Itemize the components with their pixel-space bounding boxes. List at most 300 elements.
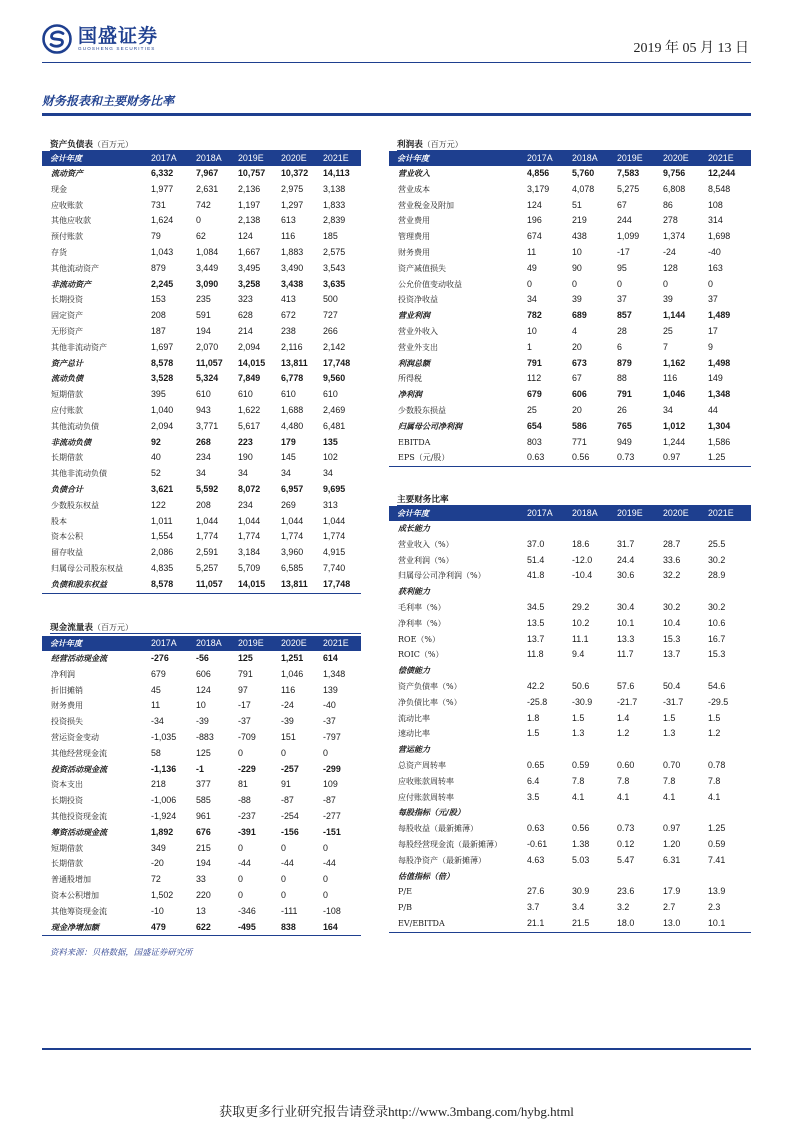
- value-cell: 2,086: [151, 547, 174, 558]
- table-row: [389, 790, 751, 806]
- value-cell: 26: [617, 404, 627, 415]
- value-cell: 1,012: [663, 420, 686, 431]
- row-label: 财务费用: [51, 701, 83, 711]
- value-cell: 1.38: [572, 838, 590, 849]
- table-row: [389, 726, 751, 742]
- row-label: P/E: [398, 887, 412, 897]
- table-header-row: [42, 636, 361, 651]
- value-cell: -1,136: [151, 763, 177, 774]
- value-cell: -34: [151, 716, 164, 727]
- table-row: [42, 356, 361, 372]
- value-cell: 34.5: [527, 601, 545, 612]
- value-cell: 7,583: [617, 168, 640, 178]
- ratios-title: [397, 493, 449, 505]
- row-label: 营运资金变动: [51, 732, 99, 742]
- value-cell: 5,617: [238, 420, 261, 431]
- value-cell: 4,856: [527, 168, 550, 178]
- value-cell: 1,011: [151, 515, 173, 526]
- value-cell: 28.7: [663, 538, 681, 549]
- value-cell: 124: [527, 199, 542, 210]
- value-cell: 1.3: [663, 728, 676, 739]
- value-cell: 2.3: [708, 902, 721, 913]
- value-cell: 14,015: [236, 577, 279, 593]
- value-cell: 879: [617, 357, 632, 368]
- column-header-year: 2018A: [194, 636, 236, 651]
- value-cell: 235: [196, 294, 211, 305]
- value-cell: 1,498: [708, 357, 731, 368]
- value-cell: 0.97: [661, 450, 706, 466]
- value-cell: 11.8: [527, 649, 544, 660]
- value-cell: 1,040: [151, 404, 174, 415]
- value-cell: 500: [323, 294, 338, 305]
- column-header-year: 2018A: [570, 151, 615, 166]
- row-label: 每股指标（元/股）: [398, 807, 465, 818]
- value-cell: 3,449: [196, 262, 219, 273]
- value-cell: 1.5: [663, 712, 676, 723]
- value-cell: 17.9: [663, 886, 681, 897]
- value-cell: 1,489: [708, 310, 731, 321]
- value-cell: 51.4: [527, 554, 545, 565]
- row-label: 少数股东权益: [51, 500, 99, 510]
- row-label: 长期投资: [51, 796, 83, 806]
- row-label: 投资损失: [51, 717, 83, 727]
- value-cell: -797: [323, 731, 341, 742]
- table-row: [42, 387, 361, 403]
- value-cell: -709: [238, 731, 256, 742]
- row-label: 其他流动资产: [51, 263, 99, 273]
- row-label: 归属母公司净利润（%）: [398, 571, 486, 581]
- row-label: 其他筹资现金流: [51, 906, 107, 916]
- value-cell: -24: [281, 700, 294, 711]
- value-cell: 13.7: [663, 649, 681, 660]
- value-cell: 0.78: [708, 759, 726, 770]
- value-cell: -40: [323, 700, 336, 711]
- company-name-cn: 国盛证券: [78, 25, 159, 47]
- value-cell: 654: [527, 420, 542, 431]
- value-cell: [525, 584, 570, 600]
- value-cell: 1,297: [281, 199, 304, 210]
- column-header-year: 2018A: [570, 506, 615, 521]
- value-cell: 479: [149, 920, 194, 936]
- table-row: [42, 482, 361, 498]
- row-label: 营业收入: [398, 168, 430, 178]
- value-cell: 2.7: [663, 902, 676, 913]
- value-cell: 1,144: [663, 310, 686, 321]
- row-label: 净利润: [398, 389, 422, 400]
- value-cell: -30.9: [572, 696, 593, 707]
- row-label: 筹资活动现金流: [51, 826, 107, 837]
- value-cell: 1.25: [708, 823, 726, 834]
- value-cell: 0.65: [527, 759, 545, 770]
- value-cell: 17: [708, 325, 718, 336]
- column-header-year: 2021E: [706, 151, 751, 166]
- value-cell: 13.5: [527, 617, 545, 628]
- cashflow-title-divider: [50, 633, 361, 634]
- value-cell: 1.5: [572, 712, 585, 723]
- company-logo: [42, 24, 158, 54]
- row-label: 流动比率: [398, 713, 430, 723]
- value-cell: 179: [281, 436, 296, 447]
- value-cell: 1,554: [151, 531, 174, 542]
- table-row: [42, 920, 361, 936]
- table-row: [389, 403, 751, 419]
- table-row: [389, 869, 751, 885]
- value-cell: 1,622: [238, 404, 261, 415]
- table-row: [42, 545, 361, 561]
- value-cell: 3,621: [151, 483, 174, 494]
- value-cell: 54.6: [708, 680, 726, 691]
- row-label: 其他非流动负债: [51, 469, 107, 479]
- value-cell: 13.3: [617, 633, 635, 644]
- row-label: 长期投资: [51, 295, 83, 305]
- row-label: 资本公积增加: [51, 890, 99, 900]
- value-cell: 1,251: [281, 653, 304, 663]
- value-cell: 1.2: [617, 728, 630, 739]
- row-label: 负债合计: [51, 483, 83, 494]
- value-cell: 7,967: [196, 168, 219, 178]
- value-cell: 10.1: [617, 617, 635, 628]
- value-cell: 395: [151, 389, 166, 400]
- value-cell: 13.9: [708, 886, 726, 897]
- value-cell: 4: [572, 325, 577, 336]
- value-cell: 4.1: [663, 791, 676, 802]
- row-label: 财务费用: [398, 247, 430, 257]
- table-row: [42, 277, 361, 293]
- value-cell: 21.1: [525, 916, 570, 932]
- column-header-year: 2020E: [661, 506, 706, 521]
- value-cell: 610: [323, 389, 338, 400]
- value-cell: 13: [196, 905, 206, 916]
- row-label: 流动负债: [51, 373, 83, 384]
- row-label: P/B: [398, 903, 412, 913]
- table-row: [389, 229, 751, 245]
- value-cell: 313: [323, 499, 338, 510]
- value-cell: -299: [323, 763, 341, 774]
- value-cell: -276: [151, 653, 169, 663]
- value-cell: 190: [238, 452, 253, 463]
- value-cell: 622: [194, 920, 236, 936]
- value-cell: 220: [196, 889, 211, 900]
- table-row: [42, 888, 361, 904]
- value-cell: -346: [238, 905, 256, 916]
- value-cell: 3,490: [281, 262, 304, 273]
- value-cell: 31.7: [617, 538, 635, 549]
- value-cell: 742: [196, 199, 211, 210]
- column-header-label: 会计年度: [42, 151, 149, 166]
- value-cell: 30.9: [572, 886, 590, 897]
- value-cell: 7,849: [238, 373, 261, 384]
- column-header-label: 会计年度: [389, 151, 525, 166]
- table-row: [389, 182, 751, 198]
- row-label: 现金: [51, 184, 67, 194]
- value-cell: 34: [323, 468, 333, 479]
- value-cell: 0: [323, 842, 328, 853]
- value-cell: 5,275: [617, 183, 640, 194]
- value-cell: -37: [323, 716, 336, 727]
- table-header-row: [42, 151, 361, 166]
- value-cell: -151: [323, 826, 341, 837]
- row-label: 偿债能力: [398, 665, 430, 676]
- value-cell: 125: [196, 747, 211, 758]
- row-label: 归属母公司净利润: [398, 420, 462, 431]
- value-cell: -20: [151, 858, 164, 869]
- value-cell: 727: [323, 310, 338, 321]
- table-header-row: [389, 151, 751, 166]
- value-cell: 116: [281, 231, 296, 242]
- value-cell: -108: [323, 905, 341, 916]
- value-cell: 90: [572, 262, 582, 273]
- value-cell: -44: [323, 858, 336, 869]
- value-cell: 14,015: [238, 357, 266, 368]
- value-cell: 5,760: [572, 168, 595, 178]
- value-cell: 349: [151, 842, 166, 853]
- table-row: [389, 900, 751, 916]
- value-cell: 20: [572, 404, 582, 415]
- value-cell: 1,044: [281, 515, 304, 526]
- value-cell: 879: [151, 262, 166, 273]
- value-cell: 0.70: [663, 759, 681, 770]
- balance-sheet-title: [50, 138, 133, 150]
- value-cell: -883: [196, 731, 214, 742]
- value-cell: 11,057: [194, 577, 236, 593]
- table-row: [42, 498, 361, 514]
- value-cell: [706, 742, 751, 758]
- value-cell: 9,695: [323, 483, 346, 494]
- row-label: 资本公积: [51, 532, 83, 542]
- row-label: 净利率（%）: [398, 618, 446, 628]
- value-cell: 0.12: [617, 838, 635, 849]
- value-cell: 0: [281, 842, 286, 853]
- value-cell: 1,043: [151, 246, 174, 257]
- value-cell: 24.4: [617, 554, 635, 565]
- value-cell: -39: [281, 716, 294, 727]
- value-cell: 219: [572, 215, 587, 226]
- row-label: 折旧摊销: [51, 685, 83, 695]
- income-statement-title: [397, 138, 463, 150]
- value-cell: 34: [281, 468, 291, 479]
- row-label: 利润总额: [398, 357, 430, 368]
- value-cell: 30.2: [708, 554, 726, 565]
- value-cell: 3,258: [238, 278, 261, 289]
- value-cell: 34: [238, 468, 248, 479]
- value-cell: 238: [281, 325, 296, 336]
- row-label: 营业外支出: [398, 342, 438, 352]
- value-cell: 6,957: [281, 483, 304, 494]
- value-cell: 196: [527, 215, 542, 226]
- value-cell: 28: [617, 325, 627, 336]
- value-cell: 1,244: [663, 436, 686, 447]
- value-cell: 13.7: [527, 633, 545, 644]
- value-cell: 0: [238, 889, 243, 900]
- value-cell: 1,698: [708, 231, 731, 242]
- value-cell: 57.6: [617, 680, 635, 691]
- table-row: [389, 292, 751, 308]
- value-cell: 1.5: [708, 712, 721, 723]
- value-cell: [615, 805, 661, 821]
- table-row: [389, 324, 751, 340]
- value-cell: 0: [281, 889, 286, 900]
- value-cell: 2,094: [151, 420, 174, 431]
- value-cell: 88: [617, 373, 627, 384]
- value-cell: 838: [279, 920, 321, 936]
- value-cell: 731: [151, 199, 166, 210]
- table-row: [389, 213, 751, 229]
- value-cell: -17: [238, 700, 251, 711]
- value-cell: 39: [663, 294, 673, 305]
- value-cell: [661, 742, 706, 758]
- value-cell: 244: [617, 215, 632, 226]
- value-cell: 0.63: [527, 823, 545, 834]
- value-cell: 4,480: [281, 420, 304, 431]
- value-cell: 0: [527, 278, 532, 289]
- row-label: 毛利率（%）: [398, 602, 446, 612]
- value-cell: 34: [663, 404, 673, 415]
- value-cell: 765: [617, 420, 632, 431]
- value-cell: 34: [527, 294, 537, 305]
- table-row: [42, 514, 361, 530]
- value-cell: 1.20: [663, 838, 681, 849]
- value-cell: -44: [281, 858, 294, 869]
- table-row: [389, 663, 751, 679]
- table-row: [389, 837, 751, 853]
- value-cell: [615, 521, 661, 537]
- section-divider: [42, 113, 751, 116]
- value-cell: 1.25: [706, 450, 751, 466]
- value-cell: [615, 584, 661, 600]
- value-cell: 1,084: [196, 246, 219, 257]
- table-row: [42, 577, 361, 593]
- row-label: 短期借款: [51, 843, 83, 853]
- value-cell: -257: [281, 763, 299, 774]
- value-cell: 2,138: [238, 215, 261, 226]
- value-cell: 0: [196, 215, 201, 226]
- value-cell: [706, 521, 751, 537]
- value-cell: 676: [196, 826, 211, 837]
- value-cell: 2,070: [196, 341, 219, 352]
- value-cell: 791: [238, 668, 253, 679]
- value-cell: 1,688: [281, 404, 304, 415]
- value-cell: [570, 742, 615, 758]
- row-label: 其他流动负债: [51, 421, 99, 431]
- value-cell: 4.63: [527, 854, 545, 865]
- column-header-year: 2018A: [194, 151, 236, 166]
- value-cell: 2,142: [323, 341, 346, 352]
- guosheng-logo-icon: [42, 24, 72, 54]
- cashflow-title-text: 现金流量表: [50, 623, 93, 633]
- row-label: 无形资产: [51, 326, 83, 336]
- table-row: [389, 632, 751, 648]
- value-cell: [706, 584, 751, 600]
- row-label: 净负债比率（%）: [398, 697, 462, 707]
- value-cell: 0.60: [617, 759, 635, 770]
- value-cell: -1,924: [151, 810, 177, 821]
- value-cell: 0: [708, 278, 713, 289]
- table-row: [389, 600, 751, 616]
- row-label: ROIC（%）: [398, 650, 444, 660]
- value-cell: 0: [281, 747, 286, 758]
- value-cell: 278: [663, 215, 678, 226]
- value-cell: 62: [196, 231, 206, 242]
- value-cell: 5,324: [196, 373, 219, 384]
- table-row: [42, 166, 361, 182]
- value-cell: 628: [238, 310, 253, 321]
- value-cell: 20: [572, 341, 582, 352]
- row-label: 非流动资产: [51, 278, 91, 289]
- value-cell: 8,578: [149, 577, 194, 593]
- value-cell: 4,078: [572, 183, 595, 194]
- value-cell: 187: [151, 325, 166, 336]
- value-cell: 614: [323, 653, 338, 663]
- value-cell: 116: [281, 684, 296, 695]
- table-row: [42, 435, 361, 451]
- value-cell: -391: [238, 826, 256, 837]
- value-cell: 116: [663, 373, 678, 384]
- cashflow-unit: （百万元）: [92, 623, 133, 632]
- value-cell: 12,244: [708, 168, 736, 178]
- value-cell: 613: [281, 215, 296, 226]
- value-cell: 223: [238, 436, 253, 447]
- row-label: 固定资产: [51, 311, 83, 321]
- value-cell: 5,257: [196, 562, 219, 573]
- value-cell: 1,502: [151, 889, 174, 900]
- value-cell: 1,374: [663, 231, 686, 242]
- value-cell: 9: [708, 341, 713, 352]
- value-cell: 15.3: [708, 649, 726, 660]
- value-cell: 4,915: [323, 547, 346, 558]
- cashflow-title: [50, 621, 133, 633]
- value-cell: 413: [281, 294, 296, 305]
- value-cell: 3,635: [323, 278, 346, 289]
- value-cell: 0.56: [572, 823, 590, 834]
- value-cell: 13,811: [281, 357, 308, 368]
- row-label: 营业外收入: [398, 326, 438, 336]
- value-cell: -37: [238, 716, 251, 727]
- value-cell: 2,631: [196, 183, 219, 194]
- value-cell: -1,006: [151, 795, 177, 806]
- table-row: [42, 651, 361, 667]
- report-date: 2019 年 05 月 13 日: [633, 41, 749, 56]
- income-statement-title-text: 利润表: [397, 140, 423, 150]
- value-cell: 91: [281, 779, 291, 790]
- row-label: EPS（元/股）: [389, 450, 525, 466]
- row-label: 长期借款: [51, 453, 83, 463]
- value-cell: 4.1: [708, 791, 721, 802]
- value-cell: 34: [196, 468, 206, 479]
- value-cell: 95: [617, 262, 627, 273]
- row-label: 总资产周转率: [398, 760, 446, 770]
- value-cell: 1,348: [323, 668, 346, 679]
- value-cell: 112: [527, 373, 542, 384]
- value-cell: 9,756: [663, 168, 686, 178]
- column-header-year: 2020E: [661, 151, 706, 166]
- section-title: 财务报表和主要财务比率: [42, 94, 175, 108]
- value-cell: -229: [238, 763, 256, 774]
- value-cell: -17: [617, 246, 630, 257]
- value-cell: 2,839: [323, 215, 346, 226]
- value-cell: 5,592: [196, 483, 219, 494]
- value-cell: 6.31: [663, 854, 681, 865]
- value-cell: 1.3: [572, 728, 585, 739]
- row-label: EV/EBITDA: [389, 916, 525, 932]
- value-cell: 164: [321, 920, 361, 936]
- value-cell: 1,774: [238, 531, 261, 542]
- row-label: 获利能力: [398, 586, 430, 597]
- table-row: [42, 466, 361, 482]
- value-cell: 218: [151, 779, 166, 790]
- value-cell: 30.6: [617, 570, 635, 581]
- row-label: ROE（%）: [398, 634, 441, 644]
- value-cell: 124: [196, 684, 211, 695]
